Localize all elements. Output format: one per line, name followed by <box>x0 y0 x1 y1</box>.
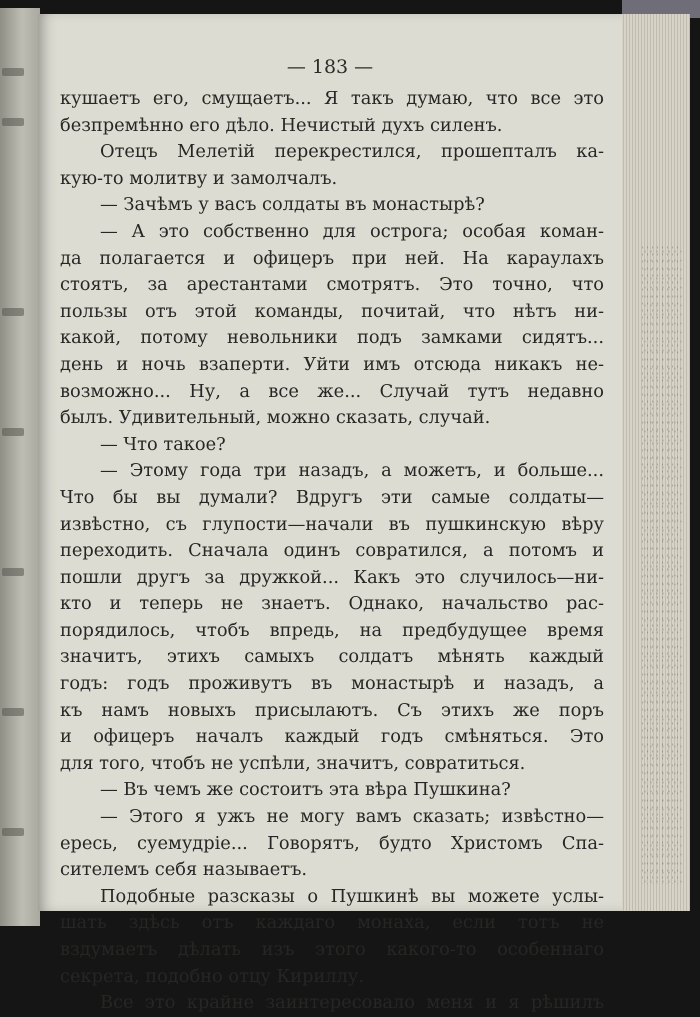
text-line: день и ночь взаперти. Уйти имъ отсюда никакъ не- <box>60 353 604 375</box>
text-line: — Зачѣмъ у васъ солдаты въ монастырѣ? <box>100 194 485 216</box>
text-line: Все это крайне заинтересовало меня и я рѣшилъ <box>100 992 604 1014</box>
facing-page-text-fragment <box>2 118 24 126</box>
text-line: сителемъ себя называетъ. <box>60 859 308 881</box>
text-line: Подобные разсказы о Пушкинѣ вы можете услы- <box>100 885 604 907</box>
text-line: къ намъ новыхъ присылаютъ. Съ этихъ же поръ <box>60 699 604 721</box>
text-line: возможно... Ну, а все же... Случай тутъ недавно <box>60 380 604 402</box>
text-line: Отецъ Мелетій перекрестился, прошепталъ ка- <box>100 141 604 163</box>
facing-page-edge <box>0 8 40 926</box>
facing-page-text-fragment <box>2 68 24 76</box>
text-line: переходить. Сначала одинъ совратился, а потомъ и <box>60 540 604 562</box>
edge-speckle <box>640 244 682 884</box>
text-line: порядилось, чтобъ впредь, на предбудущее время <box>60 619 604 641</box>
page-number: — 183 — <box>286 56 374 78</box>
text-line: — Въ чемъ же состоитъ эта вѣра Пушкина? <box>100 779 511 801</box>
text-line: былъ. Удивительный, можно сказать, случай. <box>60 407 491 429</box>
text-line: годъ: годъ проживутъ въ монастырѣ и назадъ, а <box>60 673 604 695</box>
text-line: — Этого я ужъ не могу вамъ сказать; извѣстно— <box>100 806 604 828</box>
text-line: Что бы вы думали? Вдругъ эти самые солдаты— <box>60 486 604 508</box>
text-line: вздумаетъ дѣлать изъ этого какого-то особеннаго <box>60 939 604 960</box>
text-line: кую-то молитву и замолчалъ. <box>60 167 338 189</box>
text-line: да полагается и офицеръ при ней. На караулахъ <box>60 247 604 269</box>
text-line: какой, потому невольники подъ замками сидятъ... <box>60 327 604 349</box>
facing-page-text-fragment <box>2 708 24 716</box>
text-line: — Этому года три назадъ, а можетъ, и больше... <box>100 460 604 482</box>
text-line: безпремѣнно его дѣло. Нечистый духъ силенъ. <box>60 114 503 136</box>
page-body-text <box>60 86 604 1017</box>
text-line: ересь, суемудріе... Говорятъ, будто Христомъ Спа- <box>60 832 604 854</box>
text-line: значитъ, этихъ самыхъ солдатъ мѣнять каждый <box>60 646 604 668</box>
facing-page-text-fragment <box>2 828 24 836</box>
facing-page-text-fragment <box>2 428 24 436</box>
facing-page-text-fragment <box>2 568 24 576</box>
text-line: секрета, подобно отцу Кириллу. <box>60 965 365 987</box>
text-line: стоятъ, за арестантами смотрятъ. Это точно, что <box>60 274 604 296</box>
text-line: шать здѣсь отъ каждаго монаха, если тотъ не <box>60 912 604 934</box>
text-line: и офицеръ началъ каждый годъ смѣняться. Это <box>60 726 604 748</box>
book-page <box>38 14 622 1014</box>
text-line: для того, чтобъ не успѣли, значитъ, совратиться. <box>60 752 526 774</box>
text-line: пошли другъ за дружкой... Какъ это случилось—ни- <box>60 566 604 588</box>
facing-page-text-fragment <box>2 308 24 316</box>
page-block-edge <box>618 14 690 911</box>
text-line: извѣстно, съ глупости—начали въ пушкинскую вѣру <box>60 513 604 535</box>
text-line: кушаетъ его, смущаетъ... Я такъ думаю, что все это <box>60 88 604 109</box>
text-line: — А это собственно для острога; особая коман- <box>100 220 604 242</box>
text-line: кто и теперь не знаетъ. Однако, начальство рас- <box>60 593 604 615</box>
text-line: — Что такое? <box>100 433 226 455</box>
text-line: пользы отъ этой команды, почитай, что нѣтъ ни- <box>60 300 604 322</box>
